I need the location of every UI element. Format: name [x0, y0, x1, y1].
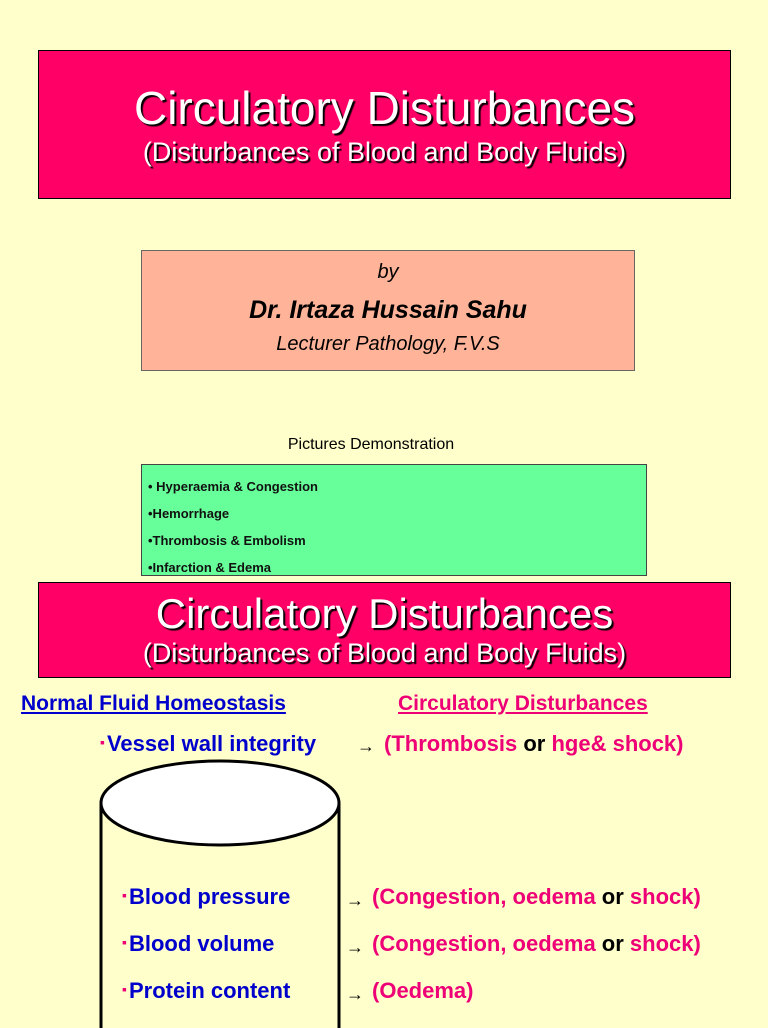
bullet-icon: ▪ [100, 734, 105, 750]
result-part: hge& shock) [551, 731, 684, 756]
result-part: shock) [629, 931, 701, 956]
result-part: (Thrombosis [384, 731, 518, 756]
arrow-icon: → [346, 984, 364, 1004]
topic-item: • Hyperaemia & Congestion [148, 479, 318, 494]
bullet-icon: ▪ [122, 981, 127, 997]
result-or: or [595, 931, 630, 956]
result-or: or [517, 731, 552, 756]
result-part: (Oedema) [372, 978, 474, 1003]
result-vessel-wall-integrity [384, 731, 684, 757]
item-label: Blood volume [128, 931, 275, 956]
author-name: Dr. Irtaza Hussain Sahu [249, 296, 527, 324]
slide1-title-box [38, 50, 731, 199]
topic-item: •Hemorrhage [148, 506, 230, 521]
slide2-subtitle: (Disturbances of Blood and Body Fluids) [142, 638, 627, 668]
result-part: shock) [629, 884, 701, 909]
topics-box [141, 464, 647, 576]
slide2-title: Circulatory Disturbances [155, 590, 614, 637]
bullet-icon: ▪ [122, 887, 127, 903]
topic-item: •Thrombosis & Embolism [148, 533, 306, 548]
slide2-title-box [38, 582, 731, 678]
by-label: by [377, 261, 399, 283]
item-label: Protein content [128, 978, 291, 1003]
result-protein-content [372, 978, 473, 1004]
arrow-icon: → [346, 890, 364, 910]
arrow-icon: → [346, 937, 364, 957]
item-vessel-wall-integrity [100, 731, 316, 757]
pictures-label: Pictures Demonstration [287, 436, 455, 453]
arrow-icon: → [357, 736, 375, 756]
slide1-title: Circulatory Disturbances [133, 82, 636, 134]
result-blood-volume [372, 931, 701, 957]
cylinder-top [101, 761, 339, 845]
item-label: Vessel wall integrity [106, 731, 317, 756]
result-or: or [595, 884, 630, 909]
item-blood-volume [122, 931, 274, 957]
header-normal-homeostasis: Normal Fluid Homeostasis [21, 692, 286, 715]
header-circulatory-disturbances: Circulatory Disturbances [398, 692, 648, 715]
item-protein-content [122, 978, 290, 1004]
slide1-subtitle: (Disturbances of Blood and Body Fluids) [142, 137, 627, 167]
result-part: (Congestion, oedema [372, 931, 596, 956]
item-label: Blood pressure [128, 884, 291, 909]
result-part: (Congestion, oedema [372, 884, 596, 909]
topic-item: •Infarction & Edema [148, 560, 272, 575]
author-box [141, 250, 635, 371]
author-role: Lecturer Pathology, F.V.S [276, 333, 500, 355]
bullet-icon: ▪ [122, 934, 127, 950]
item-blood-pressure [122, 884, 290, 910]
result-blood-pressure [372, 884, 701, 910]
